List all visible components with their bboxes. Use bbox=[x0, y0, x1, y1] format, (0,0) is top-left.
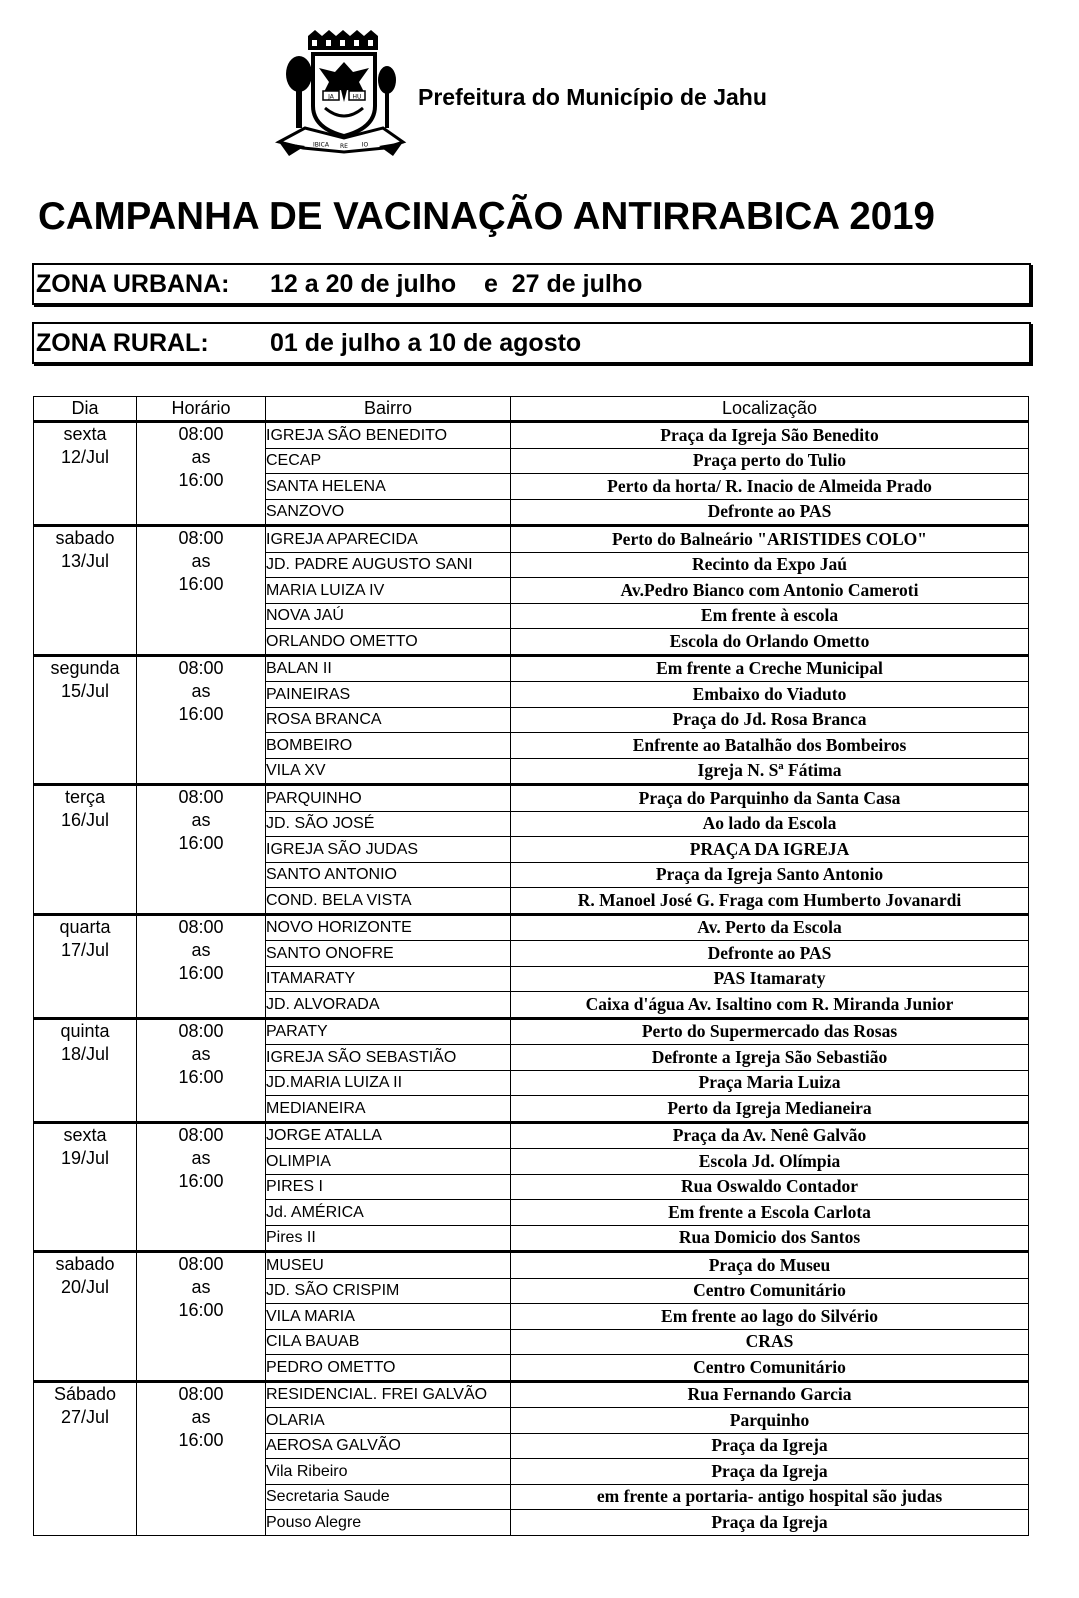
bairro-cell: PARQUINHO bbox=[266, 785, 511, 812]
bairro-cell: AEROSA GALVÃO bbox=[266, 1433, 511, 1459]
table-row bbox=[34, 422, 1029, 449]
date: 19/Jul bbox=[60, 1147, 110, 1168]
zone-urbana-dates: 12 a 20 de julho e 27 de julho bbox=[270, 270, 643, 298]
day-cell bbox=[34, 422, 137, 526]
weekday: sexta bbox=[63, 1124, 107, 1145]
weekday: segunda bbox=[50, 657, 120, 678]
bairro-cell: VILA XV bbox=[266, 758, 511, 785]
table-row bbox=[34, 785, 1029, 812]
start-time: 08:00 bbox=[178, 787, 224, 807]
bairro-cell: SANZOVO bbox=[266, 499, 511, 526]
header-dia: Dia bbox=[34, 397, 137, 422]
bairro-cell: Pires II bbox=[266, 1225, 511, 1252]
table-header-row bbox=[34, 397, 1029, 422]
start-time: 08:00 bbox=[178, 1020, 224, 1041]
bairro-cell: MUSEU bbox=[266, 1252, 511, 1279]
time-separator: as bbox=[191, 1147, 211, 1168]
localizacao-cell: Em frente a Creche Municipal bbox=[511, 655, 1029, 682]
bairro-cell: Secretaria Saude bbox=[266, 1484, 511, 1510]
day-cell bbox=[34, 1018, 137, 1122]
date: 27/Jul bbox=[60, 1406, 110, 1427]
start-time: 08:00 bbox=[178, 916, 224, 937]
bairro-cell: IGREJA APARECIDA bbox=[266, 526, 511, 553]
bairro-cell: MEDIANEIRA bbox=[266, 1096, 511, 1123]
time-separator: as bbox=[191, 810, 211, 830]
localizacao-cell: Caixa d'água Av. Isaltino com R. Miranda Junior bbox=[511, 992, 1029, 1019]
localizacao-cell: Em frente a Escola Carlota bbox=[511, 1200, 1029, 1226]
bairro-cell: ORLANDO OMETTO bbox=[266, 629, 511, 656]
localizacao-cell: Praça do Museu bbox=[511, 1252, 1029, 1279]
localizacao-cell: Igreja N. Sª Fátima bbox=[511, 758, 1029, 785]
bairro-cell: JD. PADRE AUGUSTO SANI bbox=[266, 552, 511, 578]
bairro-cell: Vila Ribeiro bbox=[266, 1459, 511, 1485]
date: 16/Jul bbox=[60, 810, 110, 830]
localizacao-cell: Praça do Parquinho da Santa Casa bbox=[511, 785, 1029, 812]
bairro-cell: CILA BAUAB bbox=[266, 1329, 511, 1355]
header-localizacao: Localização bbox=[511, 397, 1029, 422]
bairro-cell: SANTO ONOFRE bbox=[266, 941, 511, 967]
weekday: Sábado bbox=[53, 1383, 117, 1404]
end-time: 16:00 bbox=[178, 1170, 224, 1191]
localizacao-cell: Rua Oswaldo Contador bbox=[511, 1174, 1029, 1200]
localizacao-cell: em frente a portaria- antigo hospital são judas bbox=[511, 1484, 1029, 1510]
localizacao-cell: Enfrente ao Batalhão dos Bombeiros bbox=[511, 733, 1029, 759]
start-time: 08:00 bbox=[178, 424, 224, 444]
end-time: 16:00 bbox=[178, 1300, 224, 1320]
bairro-cell: Pouso Alegre bbox=[266, 1510, 511, 1536]
time-separator: as bbox=[191, 551, 211, 571]
bairro-cell: NOVA JAÚ bbox=[266, 603, 511, 629]
bairro-cell: VILA MARIA bbox=[266, 1304, 511, 1330]
bairro-cell: JORGE ATALLA bbox=[266, 1122, 511, 1149]
date: 13/Jul bbox=[60, 551, 110, 571]
localizacao-cell: Escola do Orlando Ometto bbox=[511, 629, 1029, 656]
day-cell bbox=[34, 914, 137, 1018]
localizacao-cell: PAS Itamaraty bbox=[511, 966, 1029, 992]
time-separator: as bbox=[191, 939, 211, 960]
localizacao-cell: Escola Jd. Olímpia bbox=[511, 1149, 1029, 1175]
bairro-cell: JD.MARIA LUIZA II bbox=[266, 1070, 511, 1096]
day-cell bbox=[34, 1252, 137, 1382]
localizacao-cell: PRAÇA DA IGREJA bbox=[511, 837, 1029, 863]
day-cell bbox=[34, 655, 137, 785]
time-separator: as bbox=[191, 1043, 211, 1064]
bairro-cell: NOVO HORIZONTE bbox=[266, 914, 511, 941]
end-time: 16:00 bbox=[178, 1429, 224, 1450]
svg-text:HU: HU bbox=[352, 93, 362, 101]
localizacao-cell: Centro Comunitário bbox=[511, 1355, 1029, 1382]
localizacao-cell: Parquinho bbox=[511, 1408, 1029, 1434]
bairro-cell: PEDRO OMETTO bbox=[266, 1355, 511, 1382]
table-row bbox=[34, 655, 1029, 682]
start-time: 08:00 bbox=[178, 1383, 224, 1404]
day-cell bbox=[34, 526, 137, 656]
time-cell bbox=[137, 422, 266, 526]
table-row bbox=[34, 1018, 1029, 1045]
localizacao-cell: Praça da Igreja São Benedito bbox=[511, 422, 1029, 449]
bairro-cell: OLIMPIA bbox=[266, 1149, 511, 1175]
table-row bbox=[34, 914, 1029, 941]
localizacao-cell: Praça da Igreja Santo Antonio bbox=[511, 862, 1029, 888]
schedule-table bbox=[33, 396, 1029, 1536]
table-row bbox=[34, 1381, 1029, 1408]
bairro-cell: SANTA HELENA bbox=[266, 474, 511, 500]
localizacao-cell: Ao lado da Escola bbox=[511, 811, 1029, 837]
page-title: CAMPANHA DE VACINAÇÃO ANTIRRABICA 2019 bbox=[38, 195, 935, 238]
localizacao-cell: Praça Maria Luiza bbox=[511, 1070, 1029, 1096]
localizacao-cell: Perto do Balneário "ARISTIDES COLO" bbox=[511, 526, 1029, 553]
end-time: 16:00 bbox=[178, 1066, 224, 1087]
time-cell bbox=[137, 914, 266, 1018]
localizacao-cell: Em frente à escola bbox=[511, 603, 1029, 629]
weekday: sexta bbox=[63, 424, 107, 444]
day-cell bbox=[34, 1122, 137, 1252]
weekday: sabado bbox=[55, 1254, 115, 1274]
bairro-cell: PARATY bbox=[266, 1018, 511, 1045]
weekday: quarta bbox=[59, 916, 111, 937]
weekday: terça bbox=[64, 787, 106, 807]
end-time: 16:00 bbox=[178, 833, 224, 853]
date: 20/Jul bbox=[60, 1277, 110, 1297]
zone-rural-dates: 01 de julho a 10 de agosto bbox=[270, 329, 582, 357]
bairro-cell: JD. SÃO CRISPIM bbox=[266, 1278, 511, 1304]
zone-rural-label: ZONA RURAL: bbox=[36, 329, 209, 357]
bairro-cell: CECAP bbox=[266, 448, 511, 474]
zone-urbana-label: ZONA URBANA: bbox=[36, 270, 230, 298]
table-row bbox=[34, 1252, 1029, 1279]
day-cell bbox=[34, 1381, 137, 1535]
start-time: 08:00 bbox=[178, 1254, 224, 1274]
start-time: 08:00 bbox=[178, 528, 224, 548]
bairro-cell: SANTO ANTONIO bbox=[266, 862, 511, 888]
localizacao-cell: Av. Perto da Escola bbox=[511, 914, 1029, 941]
bairro-cell: COND. BELA VISTA bbox=[266, 888, 511, 915]
time-cell bbox=[137, 526, 266, 656]
end-time: 16:00 bbox=[178, 574, 224, 594]
weekday: quinta bbox=[60, 1020, 110, 1041]
localizacao-cell: CRAS bbox=[511, 1329, 1029, 1355]
table-row bbox=[34, 1122, 1029, 1149]
localizacao-cell: Recinto da Expo Jaú bbox=[511, 552, 1029, 578]
svg-text:IO: IO bbox=[361, 141, 369, 149]
svg-text:IBICA: IBICA bbox=[313, 141, 329, 149]
bairro-cell: IGREJA SÃO BENEDITO bbox=[266, 422, 511, 449]
header-horario: Horário bbox=[137, 397, 266, 422]
localizacao-cell: Praça da Igreja bbox=[511, 1433, 1029, 1459]
localizacao-cell: Praça da Av. Nenê Galvão bbox=[511, 1122, 1029, 1149]
end-time: 16:00 bbox=[178, 703, 224, 724]
time-cell bbox=[137, 655, 266, 785]
bairro-cell: BOMBEIRO bbox=[266, 733, 511, 759]
bairro-cell: IGREJA SÃO JUDAS bbox=[266, 837, 511, 863]
time-separator: as bbox=[191, 447, 211, 467]
localizacao-cell: Perto do Supermercado das Rosas bbox=[511, 1018, 1029, 1045]
localizacao-cell: Av.Pedro Bianco com Antonio Cameroti bbox=[511, 578, 1029, 604]
localizacao-cell: Defronte ao PAS bbox=[511, 499, 1029, 526]
localizacao-cell: Em frente ao lago do Silvério bbox=[511, 1304, 1029, 1330]
time-cell bbox=[137, 1252, 266, 1382]
header-bairro: Bairro bbox=[266, 397, 511, 422]
zone-rural-box bbox=[32, 322, 1031, 364]
localizacao-cell: Perto da horta/ R. Inacio de Almeida Prado bbox=[511, 474, 1029, 500]
bairro-cell: JD. SÃO JOSÉ bbox=[266, 811, 511, 837]
localizacao-cell: Praça da Igreja bbox=[511, 1510, 1029, 1536]
localizacao-cell: Rua Domicio dos Santos bbox=[511, 1225, 1029, 1252]
date: 15/Jul bbox=[60, 680, 110, 701]
localizacao-cell: R. Manoel José G. Fraga com Humberto Jovanardi bbox=[511, 888, 1029, 915]
zone-urbana-box bbox=[32, 263, 1031, 305]
time-separator: as bbox=[191, 1277, 211, 1297]
localizacao-cell: Defronte a Igreja São Sebastião bbox=[511, 1045, 1029, 1071]
localizacao-cell: Embaixo do Viaduto bbox=[511, 682, 1029, 708]
time-cell bbox=[137, 1381, 266, 1535]
localizacao-cell: Defronte ao PAS bbox=[511, 941, 1029, 967]
start-time: 08:00 bbox=[178, 1124, 224, 1145]
bairro-cell: JD. ALVORADA bbox=[266, 992, 511, 1019]
table-row bbox=[34, 526, 1029, 553]
bairro-cell: PAINEIRAS bbox=[266, 682, 511, 708]
start-time: 08:00 bbox=[178, 657, 224, 678]
time-cell bbox=[137, 1018, 266, 1122]
bairro-cell: OLARIA bbox=[266, 1408, 511, 1434]
localizacao-cell: Praça do Jd. Rosa Branca bbox=[511, 707, 1029, 733]
organization-name: Prefeitura do Município de Jahu bbox=[418, 84, 767, 110]
bairro-cell: IGREJA SÃO SEBASTIÃO bbox=[266, 1045, 511, 1071]
localizacao-cell: Rua Fernando Garcia bbox=[511, 1381, 1029, 1408]
svg-text:JA: JA bbox=[328, 93, 334, 101]
date: 18/Jul bbox=[60, 1043, 110, 1064]
municipal-coat-of-arms bbox=[275, 28, 407, 160]
bairro-cell: Jd. AMÉRICA bbox=[266, 1200, 511, 1226]
date: 17/Jul bbox=[60, 939, 110, 960]
svg-text:RE: RE bbox=[340, 143, 348, 150]
bairro-cell: PIRES I bbox=[266, 1174, 511, 1200]
day-cell bbox=[34, 785, 137, 915]
time-separator: as bbox=[191, 680, 211, 701]
localizacao-cell: Perto da Igreja Medianeira bbox=[511, 1096, 1029, 1123]
localizacao-cell: Praça perto do Tulio bbox=[511, 448, 1029, 474]
time-cell bbox=[137, 785, 266, 915]
bairro-cell: ROSA BRANCA bbox=[266, 707, 511, 733]
bairro-cell: MARIA LUIZA IV bbox=[266, 578, 511, 604]
localizacao-cell: Praça da Igreja bbox=[511, 1459, 1029, 1485]
date: 12/Jul bbox=[60, 447, 110, 467]
time-cell bbox=[137, 1122, 266, 1252]
bairro-cell: ITAMARATY bbox=[266, 966, 511, 992]
time-separator: as bbox=[191, 1406, 211, 1427]
end-time: 16:00 bbox=[178, 962, 224, 983]
localizacao-cell: Centro Comunitário bbox=[511, 1278, 1029, 1304]
weekday: sabado bbox=[55, 528, 115, 548]
schedule-body bbox=[34, 422, 1029, 1536]
bairro-cell: RESIDENCIAL. FREI GALVÃO bbox=[266, 1381, 511, 1408]
end-time: 16:00 bbox=[178, 470, 224, 490]
bairro-cell: BALAN II bbox=[266, 655, 511, 682]
